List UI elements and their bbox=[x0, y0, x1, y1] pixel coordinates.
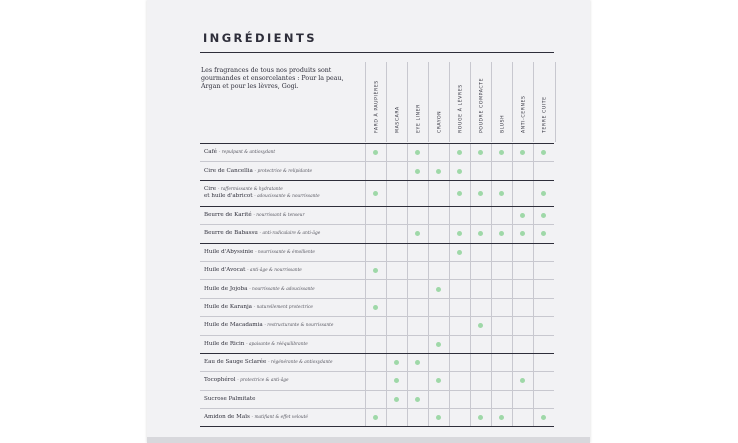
presence-dot-icon bbox=[415, 360, 420, 365]
ingredient-cell bbox=[200, 162, 365, 180]
mark-cell bbox=[428, 206, 449, 224]
ingredient-cell bbox=[200, 317, 365, 335]
presence-dot-icon bbox=[541, 231, 546, 236]
mark-cell bbox=[533, 390, 554, 408]
ingredient-cell bbox=[200, 180, 365, 206]
presence-dot-icon bbox=[499, 150, 504, 155]
ingredient-description: - régénérante & antioxydante bbox=[268, 360, 333, 366]
mark-cell bbox=[512, 206, 533, 224]
mark-cell bbox=[365, 243, 386, 261]
mark-cell bbox=[533, 144, 554, 162]
presence-dot-icon bbox=[373, 268, 378, 273]
ingredient-name: Tocophérol bbox=[204, 377, 236, 384]
column-header bbox=[428, 62, 450, 142]
mark-cell bbox=[449, 353, 470, 371]
mark-cell bbox=[491, 243, 512, 261]
presence-dot-icon bbox=[520, 150, 525, 155]
mark-cell bbox=[449, 144, 470, 162]
column-header-label: FARD À PAUPIÈRES bbox=[374, 80, 379, 133]
mark-cell bbox=[470, 353, 491, 371]
mark-cell bbox=[491, 280, 512, 298]
ingredient-description: - restructurante & nourrissante bbox=[264, 323, 334, 329]
mark-cell bbox=[533, 261, 554, 279]
ingredient-name: Amidon de Maïs bbox=[204, 414, 250, 421]
ingredient-description-line2: - adoucissante & nourrissante bbox=[254, 194, 320, 200]
table-row bbox=[200, 225, 554, 243]
mark-cell bbox=[386, 409, 407, 427]
mark-cell bbox=[407, 162, 428, 180]
column-header-label: MASCARA bbox=[395, 106, 400, 133]
ingredient-name: Café bbox=[204, 149, 217, 156]
mark-cell bbox=[512, 335, 533, 353]
mark-cell bbox=[386, 261, 407, 279]
mark-cell bbox=[407, 280, 428, 298]
mark-cell bbox=[470, 206, 491, 224]
presence-dot-icon bbox=[415, 150, 420, 155]
mark-cell bbox=[386, 353, 407, 371]
mark-cell bbox=[512, 180, 533, 206]
mark-cell bbox=[365, 317, 386, 335]
table-row bbox=[200, 243, 554, 261]
mark-cell bbox=[365, 180, 386, 206]
table-row bbox=[200, 261, 554, 279]
table-row bbox=[200, 206, 554, 224]
table-row bbox=[200, 144, 554, 162]
mark-cell bbox=[533, 335, 554, 353]
mark-cell bbox=[386, 180, 407, 206]
table-row bbox=[200, 409, 554, 427]
ingredient-cell bbox=[200, 225, 365, 243]
mark-cell bbox=[449, 280, 470, 298]
presence-dot-icon bbox=[457, 169, 462, 174]
mark-cell bbox=[512, 243, 533, 261]
ingredient-cell bbox=[200, 335, 365, 353]
column-header bbox=[470, 62, 492, 142]
mark-cell bbox=[365, 390, 386, 408]
mark-cell bbox=[491, 180, 512, 206]
mark-cell bbox=[407, 353, 428, 371]
column-header bbox=[533, 62, 556, 142]
column-header-label: BLUSH bbox=[500, 114, 505, 133]
table-row bbox=[200, 280, 554, 298]
mark-cell bbox=[470, 144, 491, 162]
mark-cell bbox=[512, 390, 533, 408]
mark-cell bbox=[449, 225, 470, 243]
mark-cell bbox=[386, 243, 407, 261]
presence-dot-icon bbox=[373, 191, 378, 196]
mark-cell bbox=[491, 206, 512, 224]
ingredient-description: - protectrice & anti-âge bbox=[237, 378, 289, 384]
mark-cell bbox=[533, 206, 554, 224]
mark-cell bbox=[512, 280, 533, 298]
table-row bbox=[200, 317, 554, 335]
mark-cell bbox=[470, 180, 491, 206]
table-row bbox=[200, 180, 554, 206]
presence-dot-icon bbox=[373, 305, 378, 310]
mark-cell bbox=[386, 225, 407, 243]
column-header bbox=[386, 62, 408, 142]
ingredient-name: Beurre de Karité bbox=[204, 211, 252, 218]
mark-cell bbox=[491, 372, 512, 390]
presence-dot-icon bbox=[499, 415, 504, 420]
column-header bbox=[407, 62, 429, 142]
ingredient-name: Beurre de Babassu bbox=[204, 230, 258, 237]
mark-cell bbox=[470, 390, 491, 408]
mark-cell bbox=[533, 372, 554, 390]
presence-dot-icon bbox=[373, 415, 378, 420]
mark-cell bbox=[386, 335, 407, 353]
mark-cell bbox=[470, 280, 491, 298]
mark-cell bbox=[449, 243, 470, 261]
mark-cell bbox=[365, 280, 386, 298]
presence-dot-icon bbox=[520, 231, 525, 236]
table-row bbox=[200, 390, 554, 408]
presence-dot-icon bbox=[457, 231, 462, 236]
presence-dot-icon bbox=[436, 169, 441, 174]
mark-cell bbox=[365, 162, 386, 180]
column-header-label: POUDRE COMPACTE bbox=[479, 77, 484, 133]
mark-cell bbox=[491, 162, 512, 180]
mark-cell bbox=[428, 335, 449, 353]
ingredient-name: Cire de Cancellia bbox=[204, 167, 253, 174]
mark-cell bbox=[512, 225, 533, 243]
presence-dot-icon bbox=[457, 150, 462, 155]
mark-cell bbox=[449, 162, 470, 180]
ingredient-name: Cire bbox=[204, 186, 217, 193]
column-header bbox=[449, 62, 471, 142]
mark-cell bbox=[428, 261, 449, 279]
mark-cell bbox=[365, 206, 386, 224]
mark-cell bbox=[533, 243, 554, 261]
presence-dot-icon bbox=[478, 150, 483, 155]
presence-dot-icon bbox=[436, 378, 441, 383]
presence-dot-icon bbox=[541, 213, 546, 218]
mark-cell bbox=[407, 261, 428, 279]
table-row bbox=[200, 353, 554, 371]
ingredient-name: Huile de Ricin bbox=[204, 340, 245, 347]
presence-dot-icon bbox=[520, 213, 525, 218]
page-bottom-edge bbox=[147, 437, 590, 443]
mark-cell bbox=[512, 409, 533, 427]
intro-text: Les fragrances de tous nos produits sont gourmandes et ensorcelantes : Pour la peau, Argan et pour les lèvres, Gogi. bbox=[201, 67, 344, 91]
mark-cell bbox=[512, 162, 533, 180]
presence-dot-icon bbox=[436, 342, 441, 347]
mark-cell bbox=[365, 372, 386, 390]
title-rule bbox=[200, 52, 554, 53]
mark-cell bbox=[407, 298, 428, 316]
mark-cell bbox=[449, 180, 470, 206]
mark-cell bbox=[428, 243, 449, 261]
mark-cell bbox=[407, 225, 428, 243]
mark-cell bbox=[491, 409, 512, 427]
mark-cell bbox=[533, 409, 554, 427]
ingredient-name: Huile d'Avocat bbox=[204, 267, 246, 274]
ingredient-cell bbox=[200, 243, 365, 261]
mark-cell bbox=[386, 162, 407, 180]
mark-cell bbox=[533, 162, 554, 180]
mark-cell bbox=[365, 225, 386, 243]
ingredient-name: Huile de Macadamia bbox=[204, 322, 263, 329]
mark-cell bbox=[533, 353, 554, 371]
mark-cell bbox=[386, 206, 407, 224]
mark-cell bbox=[533, 180, 554, 206]
mark-cell bbox=[365, 335, 386, 353]
document-page bbox=[147, 0, 590, 443]
mark-cell bbox=[407, 372, 428, 390]
mark-cell bbox=[365, 298, 386, 316]
mark-cell bbox=[365, 261, 386, 279]
ingredient-cell bbox=[200, 144, 365, 162]
ingredient-name: Sucrose Palmitate bbox=[204, 395, 256, 402]
mark-cell bbox=[407, 409, 428, 427]
presence-dot-icon bbox=[436, 287, 441, 292]
ingredient-description: - repulpant & antioxydant bbox=[218, 150, 276, 156]
ingredient-name: Huile de Karanja bbox=[204, 303, 253, 310]
ingredient-cell bbox=[200, 206, 365, 224]
mark-cell bbox=[491, 390, 512, 408]
mark-cell bbox=[365, 409, 386, 427]
mark-cell bbox=[428, 390, 449, 408]
ingredient-description: - nourrissante & émolliente bbox=[255, 249, 315, 255]
mark-cell bbox=[491, 225, 512, 243]
column-header bbox=[491, 62, 513, 142]
column-header-label: ROUGE À LÈVRES bbox=[458, 84, 463, 133]
ingredient-description: - raffermissante & hydratante bbox=[217, 187, 283, 193]
mark-cell bbox=[470, 162, 491, 180]
mark-cell bbox=[512, 372, 533, 390]
mark-cell bbox=[491, 317, 512, 335]
mark-cell bbox=[428, 180, 449, 206]
presence-dot-icon bbox=[499, 191, 504, 196]
ingredient-description: - nourrissante & adoucissante bbox=[249, 286, 315, 292]
ingredient-cell bbox=[200, 390, 365, 408]
presence-dot-icon bbox=[520, 378, 525, 383]
column-header bbox=[512, 62, 534, 142]
mark-cell bbox=[512, 144, 533, 162]
mark-cell bbox=[512, 298, 533, 316]
ingredient-description: - apaisante & rééquilibrante bbox=[246, 341, 308, 347]
table-row bbox=[200, 162, 554, 180]
mark-cell bbox=[428, 353, 449, 371]
ingredient-cell bbox=[200, 280, 365, 298]
mark-cell bbox=[470, 335, 491, 353]
column-header-label: CRAYON bbox=[437, 110, 442, 133]
presence-dot-icon bbox=[541, 191, 546, 196]
presence-dot-icon bbox=[436, 415, 441, 420]
ingredient-description: - matifiant & effet velouté bbox=[251, 415, 308, 421]
mark-cell bbox=[449, 298, 470, 316]
ingredient-description: - anti-âge & nourrissante bbox=[247, 268, 302, 274]
table-row bbox=[200, 372, 554, 390]
presence-dot-icon bbox=[415, 231, 420, 236]
mark-cell bbox=[428, 409, 449, 427]
mark-cell bbox=[386, 390, 407, 408]
mark-cell bbox=[512, 261, 533, 279]
mark-cell bbox=[470, 298, 491, 316]
table-row bbox=[200, 335, 554, 353]
mark-cell bbox=[407, 206, 428, 224]
presence-dot-icon bbox=[478, 231, 483, 236]
mark-cell bbox=[470, 372, 491, 390]
ingredient-name: Eau de Sauge Sclarée bbox=[204, 359, 267, 366]
mark-cell bbox=[491, 335, 512, 353]
mark-cell bbox=[470, 225, 491, 243]
presence-dot-icon bbox=[499, 231, 504, 236]
ingredients-table bbox=[200, 143, 554, 427]
mark-cell bbox=[407, 243, 428, 261]
column-header-label: TERRE CUITE bbox=[542, 96, 547, 133]
mark-cell bbox=[491, 353, 512, 371]
page-title: INGRÉDIENTS bbox=[203, 31, 317, 45]
ingredient-cell bbox=[200, 261, 365, 279]
mark-cell bbox=[533, 317, 554, 335]
ingredient-description: - protectrice & relipidante bbox=[254, 168, 313, 174]
mark-cell bbox=[386, 317, 407, 335]
ingredient-cell bbox=[200, 372, 365, 390]
mark-cell bbox=[449, 390, 470, 408]
presence-dot-icon bbox=[394, 360, 399, 365]
presence-dot-icon bbox=[541, 415, 546, 420]
presence-dot-icon bbox=[457, 250, 462, 255]
presence-dot-icon bbox=[478, 415, 483, 420]
mark-cell bbox=[386, 280, 407, 298]
mark-cell bbox=[449, 409, 470, 427]
presence-dot-icon bbox=[457, 191, 462, 196]
presence-dot-icon bbox=[541, 150, 546, 155]
ingredient-description: - anti-radicalaire & anti-âge bbox=[259, 231, 321, 237]
mark-cell bbox=[491, 261, 512, 279]
ingredient-name-line2: et huile d'abricot bbox=[204, 193, 253, 200]
mark-cell bbox=[428, 372, 449, 390]
mark-cell bbox=[386, 372, 407, 390]
mark-cell bbox=[407, 335, 428, 353]
presence-dot-icon bbox=[394, 397, 399, 402]
mark-cell bbox=[365, 353, 386, 371]
mark-cell bbox=[386, 144, 407, 162]
mark-cell bbox=[428, 225, 449, 243]
presence-dot-icon bbox=[415, 169, 420, 174]
mark-cell bbox=[386, 298, 407, 316]
mark-cell bbox=[428, 162, 449, 180]
mark-cell bbox=[407, 317, 428, 335]
mark-cell bbox=[449, 335, 470, 353]
mark-cell bbox=[470, 243, 491, 261]
mark-cell bbox=[491, 144, 512, 162]
mark-cell bbox=[533, 225, 554, 243]
mark-cell bbox=[365, 144, 386, 162]
mark-cell bbox=[428, 317, 449, 335]
presence-dot-icon bbox=[478, 191, 483, 196]
mark-cell bbox=[449, 261, 470, 279]
mark-cell bbox=[449, 206, 470, 224]
presence-dot-icon bbox=[373, 150, 378, 155]
column-header-label: ANTI-CERNES bbox=[521, 95, 526, 133]
mark-cell bbox=[491, 298, 512, 316]
mark-cell bbox=[470, 261, 491, 279]
presence-dot-icon bbox=[478, 323, 483, 328]
mark-cell bbox=[428, 280, 449, 298]
ingredient-name: Huile de Jojoba bbox=[204, 285, 248, 292]
mark-cell bbox=[512, 317, 533, 335]
mark-cell bbox=[449, 317, 470, 335]
presence-dot-icon bbox=[394, 378, 399, 383]
ingredient-name: Huile d'Abyssinie bbox=[204, 248, 254, 255]
ingredient-cell bbox=[200, 409, 365, 427]
mark-cell bbox=[470, 409, 491, 427]
mark-cell bbox=[407, 180, 428, 206]
mark-cell bbox=[533, 298, 554, 316]
ingredient-description: - naturellement protectrice bbox=[253, 304, 313, 310]
column-header bbox=[365, 62, 387, 142]
mark-cell bbox=[407, 390, 428, 408]
mark-cell bbox=[407, 144, 428, 162]
ingredient-description: - nourrissant & tenseur bbox=[253, 212, 305, 218]
mark-cell bbox=[533, 280, 554, 298]
table-row bbox=[200, 298, 554, 316]
presence-dot-icon bbox=[415, 397, 420, 402]
mark-cell bbox=[449, 372, 470, 390]
ingredient-cell bbox=[200, 353, 365, 371]
column-header-label: EYE LINER bbox=[416, 104, 421, 133]
mark-cell bbox=[512, 353, 533, 371]
mark-cell bbox=[470, 317, 491, 335]
mark-cell bbox=[428, 144, 449, 162]
ingredient-cell bbox=[200, 298, 365, 316]
mark-cell bbox=[428, 298, 449, 316]
